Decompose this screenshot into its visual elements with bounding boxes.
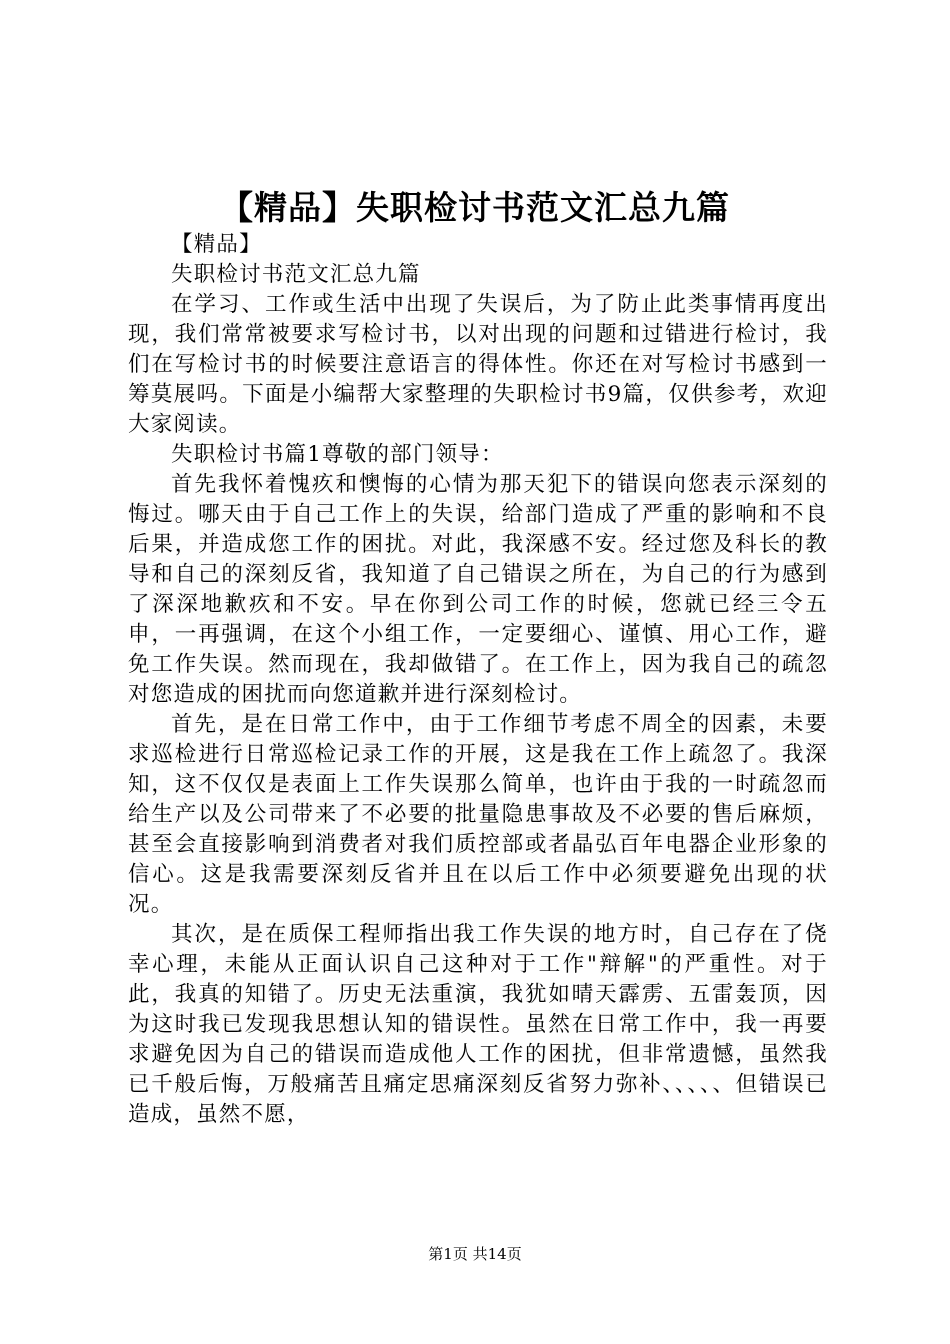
- paragraph: 失职检讨书范文汇总九篇: [171, 262, 421, 287]
- page-footer: 第1页 共14页: [428, 1245, 522, 1263]
- paragraph: 首先，是在日常工作中，由于工作细节考虑不周全的因素，未要求巡检进行日常巡检记录工作的开展，这是我在工作上疏忽了。我深知，这不仅仅是表面上工作失误那么简单，也许由于我的一时疏忽而给生产以及公司带来了不必要的批量隐患事故及不必要的售后麻烦，甚至会直接影响到消费者对我们质控部或者晶弘百年电器企业形象的信心。这是我需要深刻反省并且在以后工作中必须要避免出现的状况。: [128, 712, 828, 917]
- paragraph: 在学习、工作或生活中出现了失误后，为了防止此类事情再度出现，我们常常被要求写检讨书，以对出现的问题和过错进行检讨，我们在写检讨书的时候要注意语言的得体性。你还在对写检讨书感到一筹莫展吗。下面是小编帮大家整理的失职检讨书9篇，仅供参考，欢迎大家阅读。: [128, 292, 828, 437]
- paragraph: 失职检讨书篇1尊敬的部门领导：: [171, 442, 504, 467]
- paragraph: 首先我怀着愧疚和懊悔的心情为那天犯下的错误向您表示深刻的悔过。哪天由于自己工作上的失误，给部门造成了严重的影响和不良后果，并造成您工作的困扰。对此，我深感不安。经过您及科长的教导和自己的深刻反省，我知道了自己错误之所在，为自己的行为感到了深深地歉疚和不安。早在你到公司工作的时候，您就已经三令五申，一再强调，在这个小组工作，一定要细心、谨慎、用心工作，避免工作失误。然而现在，我却做错了。在工作上，因为我自己的疏忽对您造成的困扰而向您道歉并进行深刻检讨。: [128, 472, 828, 707]
- document-body: [128, 230, 828, 1130]
- paragraph: 【精品】: [171, 232, 262, 257]
- document-title: 【精品】失职检讨书范文汇总九篇: [220, 188, 730, 227]
- paragraph: 其次，是在质保工程师指出我工作失误的地方时，自己存在了侥幸心理，未能从正面认识自己这种对于工作"辩解"的严重性。对于此，我真的知错了。历史无法重演，我犹如晴天霹雳、五雷轰顶，因为这时我已发现我思想认知的错误性。虽然在日常工作中，我一再要求避免因为自己的错误而造成他人工作的困扰，但非常遗憾，虽然我已千般后悔，万般痛苦且痛定思痛深刻反省努力弥补、、、、、但错误已造成，虽然不愿，: [128, 922, 828, 1127]
